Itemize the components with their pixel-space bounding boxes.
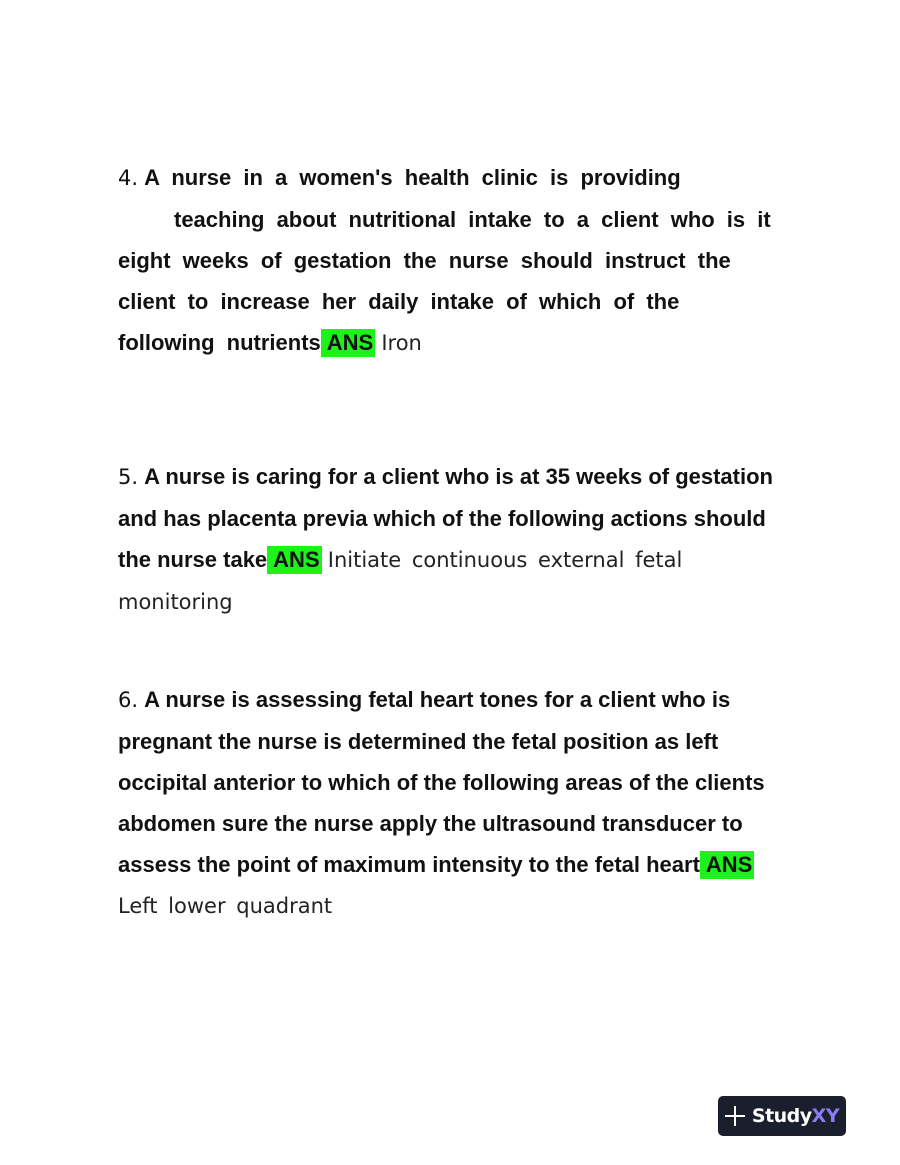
brand-main: Study	[751, 1105, 812, 1127]
question-lead: A nurse in a women's health clinic is providing	[144, 165, 681, 190]
question-text: A nurse is caring for a client who is at 35 weeks of gestation and has placenta previa which of the following actions should the nurse take	[118, 464, 773, 572]
studyxy-logo-badge	[718, 1096, 846, 1136]
question-number: 4.	[118, 166, 139, 190]
question-6	[118, 679, 783, 927]
question-text: A nurse is assessing fetal heart tones for a client who is pregnant the nurse is determined the fetal position as left occipital anterior to which of the following areas of the clients abdomen sure the nurse apply the ultrasound transducer to assess the point of maximum intensity to the fetal heart	[118, 687, 765, 877]
ans-highlight: ANS	[321, 329, 375, 357]
plus-icon	[725, 1106, 745, 1126]
question-number: 5.	[118, 465, 139, 489]
ans-highlight: ANS	[267, 546, 321, 574]
question-text: teaching about nutritional intake to a client who is it eight weeks of gestation the nurse should instruct the client to increase her daily intake of which of the following nutrients	[118, 207, 771, 355]
answer-text: Iron	[381, 331, 422, 355]
question-5	[118, 456, 783, 623]
answer-text: Initiate continuous external fetal monitoring	[118, 548, 683, 614]
question-number: 6.	[118, 688, 139, 712]
ans-highlight: ANS	[700, 851, 754, 879]
answer-text: Left lower quadrant	[118, 894, 333, 918]
question-4	[118, 157, 783, 364]
brand-name	[752, 1105, 839, 1127]
brand-accent: XY	[811, 1105, 840, 1127]
